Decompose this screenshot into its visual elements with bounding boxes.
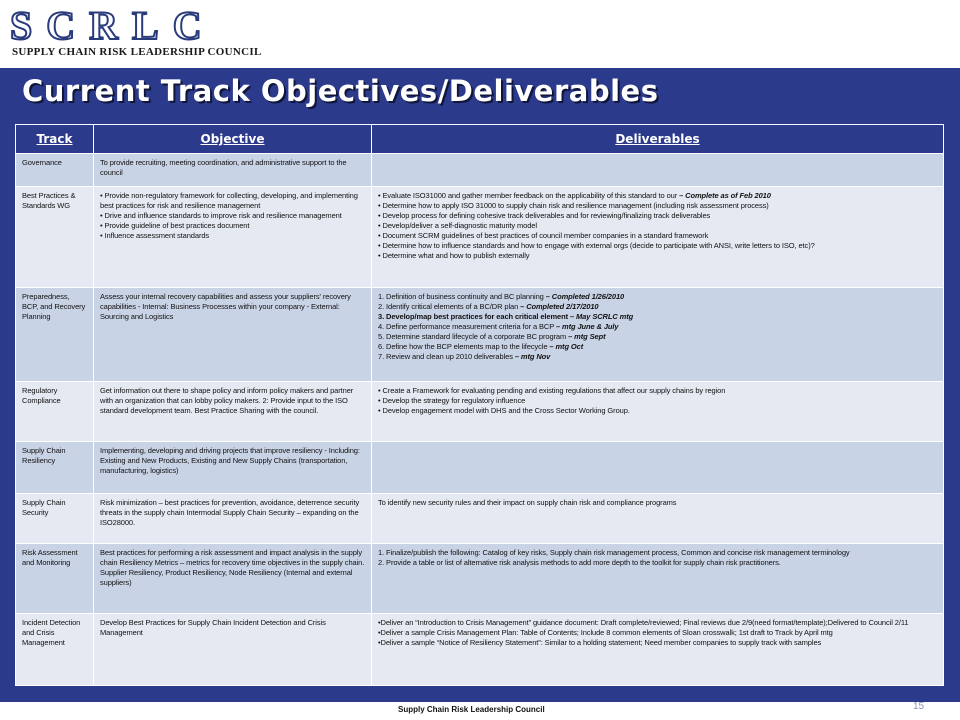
- objective-cell: [94, 187, 372, 288]
- deliverable-status: – Completed 1/26/2010: [545, 292, 625, 301]
- list-item: [378, 312, 937, 322]
- list-item: • Determine what and how to publish externally: [378, 251, 530, 260]
- deliverable-text: 2. Identify critical elements of a BC/DR plan: [378, 302, 521, 311]
- list-item: •Deliver a sample Crisis Management Plan: Table of Contents; Include 8 common elements of Sloan crosswalk; 1st draft to Track by April mtg: [378, 628, 833, 637]
- list-item: • Provide guideline of best practices document: [100, 221, 250, 230]
- table-row: [16, 382, 944, 442]
- list-item: • Determine how to apply ISO 31000 to supply chain risk and resilience management (including risk assessment process): [378, 201, 769, 210]
- deliverable-status: – Complete as of Feb 2010: [679, 191, 771, 200]
- track-cell: Supply Chain Security: [16, 494, 94, 544]
- objective-cell: Implementing, developing and driving projects that improve resiliency - Including: Existing and New Products, Existing and New Supply Chains (transportation, manufacturing, logistics): [94, 442, 372, 494]
- deliverable-status: – mtg Nov: [514, 352, 551, 361]
- objective-cell: To provide recruiting, meeting coordination, and administrative support to the council: [94, 154, 372, 187]
- deliverable-status: – mtg Sept: [568, 332, 606, 341]
- list-item: [378, 352, 937, 362]
- deliverable-text: 6. Define how the BCP elements map to the lifecycle: [378, 342, 550, 351]
- objective-cell: Assess your internal recovery capabilities and assess your suppliers' recovery capabilities - Internal: Business Processes within your company - External: Sourcing and Logistics: [94, 288, 372, 382]
- table-row: [16, 614, 944, 686]
- list-item: • Provide non-regulatory framework for collecting, developing, and implementing best practices for risk and resilience management: [100, 191, 358, 210]
- table-row: [16, 494, 944, 544]
- track-cell: Supply Chain Resiliency: [16, 442, 94, 494]
- track-cell: Incident Detection and Crisis Management: [16, 614, 94, 686]
- deliverable-text: 7. Review and clean up 2010 deliverables: [378, 352, 515, 361]
- list-item: 1. Finalize/publish the following: Catalog of key risks, Supply chain risk management process, Common and concise risk management terminology: [378, 548, 850, 557]
- objective-cell: Best practices for performing a risk assessment and impact analysis in the supply chain Resiliency Metrics – metrics for recovery time objectives in the supply chain. Supplier Resiliency, Product Resiliency, Node Resiliency (Internal and external suppliers): [94, 544, 372, 614]
- deliverable-status: – May SCRLC mtg: [569, 312, 634, 321]
- deliverables-cell: [372, 382, 944, 442]
- slide-title: Current Track Objectives/Deliverables: [22, 74, 659, 108]
- deliverable-status: – Completed 2/17/2010: [520, 302, 599, 311]
- deliverables-cell: [372, 288, 944, 382]
- track-cell: Best Practices & Standards WG: [16, 187, 94, 288]
- header-track: Track: [16, 125, 94, 154]
- deliverable-status: – mtg Oct: [549, 342, 584, 351]
- objectives-table: [15, 124, 944, 686]
- list-item: [378, 302, 937, 312]
- list-item: [378, 292, 937, 302]
- table-row: [16, 288, 944, 382]
- header-deliverables: Deliverables: [372, 125, 944, 154]
- track-cell: Preparedness, BCP, and Recovery Planning: [16, 288, 94, 382]
- list-item: [378, 342, 937, 352]
- list-item: [378, 332, 937, 342]
- deliverables-cell: [372, 154, 944, 187]
- deliverables-cell: [372, 544, 944, 614]
- list-item: •Deliver a sample “Notice of Resiliency Statement”: Similar to a holding statement; Need member companies to supply track with samples: [378, 638, 822, 647]
- table-row: [16, 154, 944, 187]
- header-objective: Objective: [94, 125, 372, 154]
- list-item: • Determine how to influence standards and how to engage with external orgs (decide to participate with ANSI, write letters to ISO, etc)?: [378, 241, 815, 250]
- deliverable-text: • Evaluate ISO31000 and gather member feedback on the applicability of this standard to our: [378, 191, 680, 200]
- track-cell: Regulatory Compliance: [16, 382, 94, 442]
- list-item: 2. Provide a table or list of alternative risk analysis methods to add more depth to the toolkit for supply chain risk practitioners.: [378, 558, 781, 567]
- footer-text: Supply Chain Risk Leadership Council: [398, 705, 545, 714]
- list-item: • Develop the strategy for regulatory influence: [378, 396, 526, 405]
- deliverable-text: 4. Define performance measurement criteria for a BCP: [378, 322, 556, 331]
- header: [0, 0, 960, 68]
- deliverable-text: 3. Develop/map best practices for each critical element: [378, 312, 570, 321]
- list-item: •Deliver an “Introduction to Crisis Management” guidance document: Draft complete/reviewed; Final reviews due 2/9(need format/template);Delivered to Council 2/11: [378, 618, 909, 627]
- deliverables-cell: [372, 614, 944, 686]
- table-header-row: [16, 125, 944, 154]
- list-item: • Develop/deliver a self-diagnostic maturity model: [378, 221, 537, 230]
- deliverables-cell: [372, 187, 944, 288]
- list-item: • Develop engagement model with DHS and the Cross Sector Working Group.: [378, 406, 630, 415]
- table-row: [16, 544, 944, 614]
- list-item: • Document SCRM guidelines of best practices of council member companies in a standard framework: [378, 231, 709, 240]
- objective-cell: Risk minimization – best practices for prevention, avoidance, deterrence security threats in the supply chain Intermodal Supply Chain Security – expanding on the ISO28000.: [94, 494, 372, 544]
- deliverable-text: 5. Determine standard lifecycle of a corporate BC program: [378, 332, 569, 341]
- scrlc-logo: SCRLC: [10, 3, 216, 48]
- deliverable-status: – mtg June & July: [555, 322, 619, 331]
- logo-subtitle: SUPPLY CHAIN RISK LEADERSHIP COUNCIL: [12, 46, 262, 58]
- objective-cell: Get information out there to shape policy and inform policy makers and partner with an organization that can lobby policy makers. 2: Provide input to the ISO standard development team. Best Practice Sharing with the council.: [94, 382, 372, 442]
- table-row: [16, 187, 944, 288]
- list-item: • Influence assessment standards: [100, 231, 210, 240]
- list-item: • Create a Framework for evaluating pending and existing regulations that affect our supply chains by region: [378, 386, 726, 395]
- list-item: [378, 322, 937, 332]
- list-item: • Drive and influence standards to improve risk and resilience management: [100, 211, 342, 220]
- track-cell: Governance: [16, 154, 94, 187]
- track-cell: Risk Assessment and Monitoring: [16, 544, 94, 614]
- objective-cell: Develop Best Practices for Supply Chain Incident Detection and Crisis Management: [94, 614, 372, 686]
- deliverables-cell: To identify new security rules and their impact on supply chain risk and compliance programs: [372, 494, 944, 544]
- deliverables-cell: [372, 442, 944, 494]
- objectives-table-wrapper: [15, 124, 943, 692]
- table-row: [16, 442, 944, 494]
- list-item: [378, 191, 937, 201]
- deliverable-text: 1. Definition of business continuity and BC planning: [378, 292, 546, 301]
- page-number: 15: [913, 701, 925, 712]
- list-item: • Develop process for defining cohesive track deliverables and for reviewing/finalizing track deliverables: [378, 211, 711, 220]
